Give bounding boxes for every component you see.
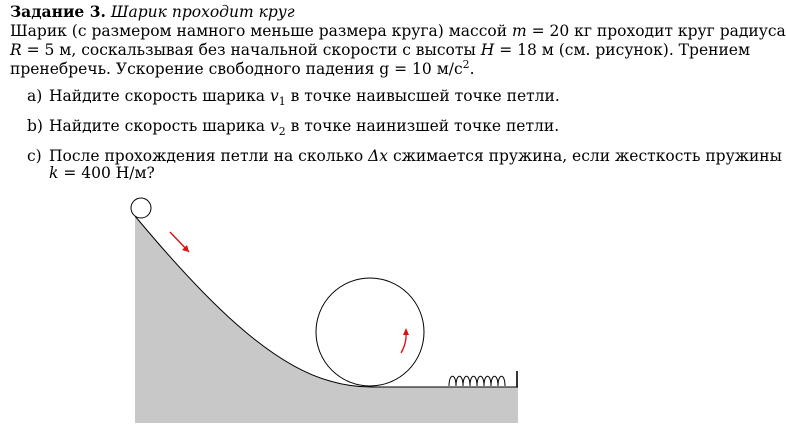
question-c: c) После прохождения петли на сколько Δx сжимается пружина, если жесткость пружины <box>27 147 782 165</box>
task-label: Задание 3. <box>10 2 106 21</box>
statement-line-1: Шарик (с размером намного меньше размера круга) массой m = 20 кг проходит круг радиуса <box>10 22 786 40</box>
question-letter: c) <box>27 147 42 165</box>
var-r: R <box>10 41 22 59</box>
question-letter: b) <box>27 117 43 135</box>
question-letter: a) <box>27 87 43 105</box>
var-h: H <box>480 41 495 59</box>
question-b: b) Найдите скорость шарика $v_2$ в точке наинизшей точке петли. <box>27 117 560 139</box>
down-slope-arrow-icon <box>170 232 189 252</box>
spring-coil <box>449 376 505 386</box>
task-subtitle: Шарик проходит круг <box>110 3 295 21</box>
loop-circle <box>316 278 424 386</box>
var-m: m <box>511 22 527 40</box>
question-a: a) Найдите скорость шарика $v_1$ в точке наивысшей точке петли. <box>27 87 560 109</box>
statement-line-3: пренебречь. Ускорение свободного падения g = 10 $м/с^2$. <box>10 57 475 78</box>
ball <box>131 198 151 218</box>
statement-line-2: R = 5 м, соскальзывая без начальной скорости с высоты H = 18 м (см. рисунок). Трением <box>10 41 751 59</box>
spring <box>449 371 517 387</box>
question-c-line-2: k = 400 Н/м? <box>49 164 155 182</box>
